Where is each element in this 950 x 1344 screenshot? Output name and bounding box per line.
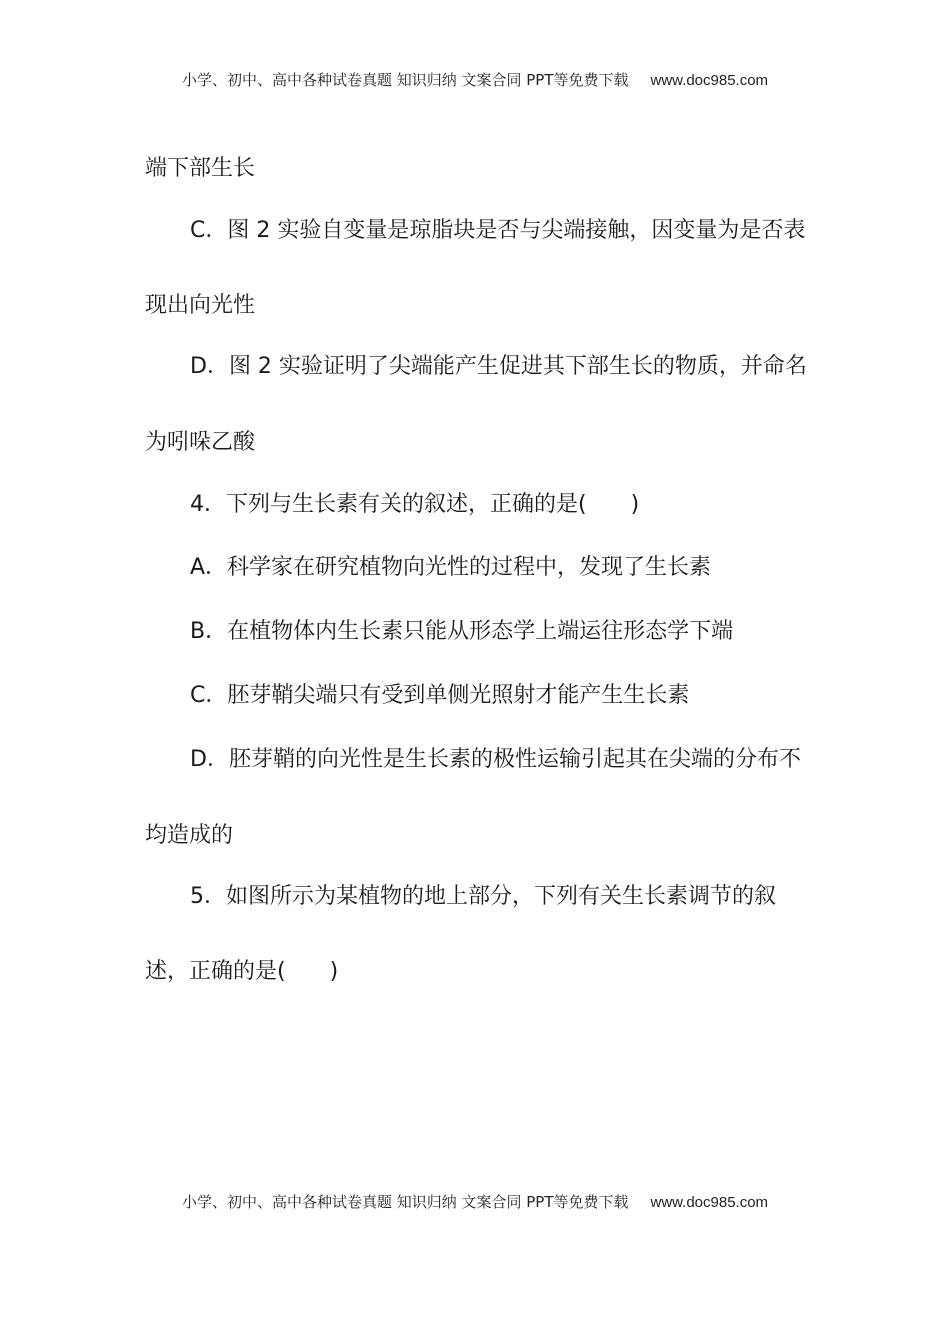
header-text: 小学、初中、高中各种试卷真题 知识归纳 文案合同 PPT等免费下载	[181, 71, 629, 89]
option-c-line-2: 现出向光性	[145, 293, 256, 318]
footer-text: 小学、初中、高中各种试卷真题 知识归纳 文案合同 PPT等免费下载	[181, 1193, 629, 1211]
question-5-stem-line-1: 5．如图所示为某植物的地上部分，下列有关生长素调节的叙	[190, 884, 776, 909]
question-4-stem: 4．下列与生长素有关的叙述，正确的是( )	[190, 492, 640, 517]
text-line-continuation: 端下部生长	[145, 156, 256, 181]
question-5-stem-line-2: 述，正确的是( )	[145, 959, 339, 984]
option-c-line-1: C．图 2 实验自变量是琼脂块是否与尖端接触，因变量为是否表	[190, 218, 806, 243]
header-site-link[interactable]: www.doc985.com	[650, 72, 769, 89]
footer-site-link[interactable]: www.doc985.com	[650, 1194, 769, 1211]
question-4-option-c: C．胚芽鞘尖端只有受到单侧光照射才能产生生长素	[190, 683, 690, 708]
question-4-option-d-line-1: D．胚芽鞘的向光性是生长素的极性运输引起其在尖端的分布不	[190, 747, 801, 772]
option-d-line-2: 为吲哚乙酸	[145, 430, 256, 455]
page-footer	[0, 1191, 950, 1212]
option-d-line-1: D．图 2 实验证明了尖端能产生促进其下部生长的物质，并命名	[190, 354, 807, 379]
question-4-option-b: B．在植物体内生长素只能从形态学上端运往形态学下端	[190, 619, 734, 644]
page-header	[0, 69, 950, 90]
question-4-option-a: A．科学家在研究植物向光性的过程中，发现了生长素	[190, 555, 712, 580]
question-4-option-d-line-2: 均造成的	[145, 823, 234, 848]
